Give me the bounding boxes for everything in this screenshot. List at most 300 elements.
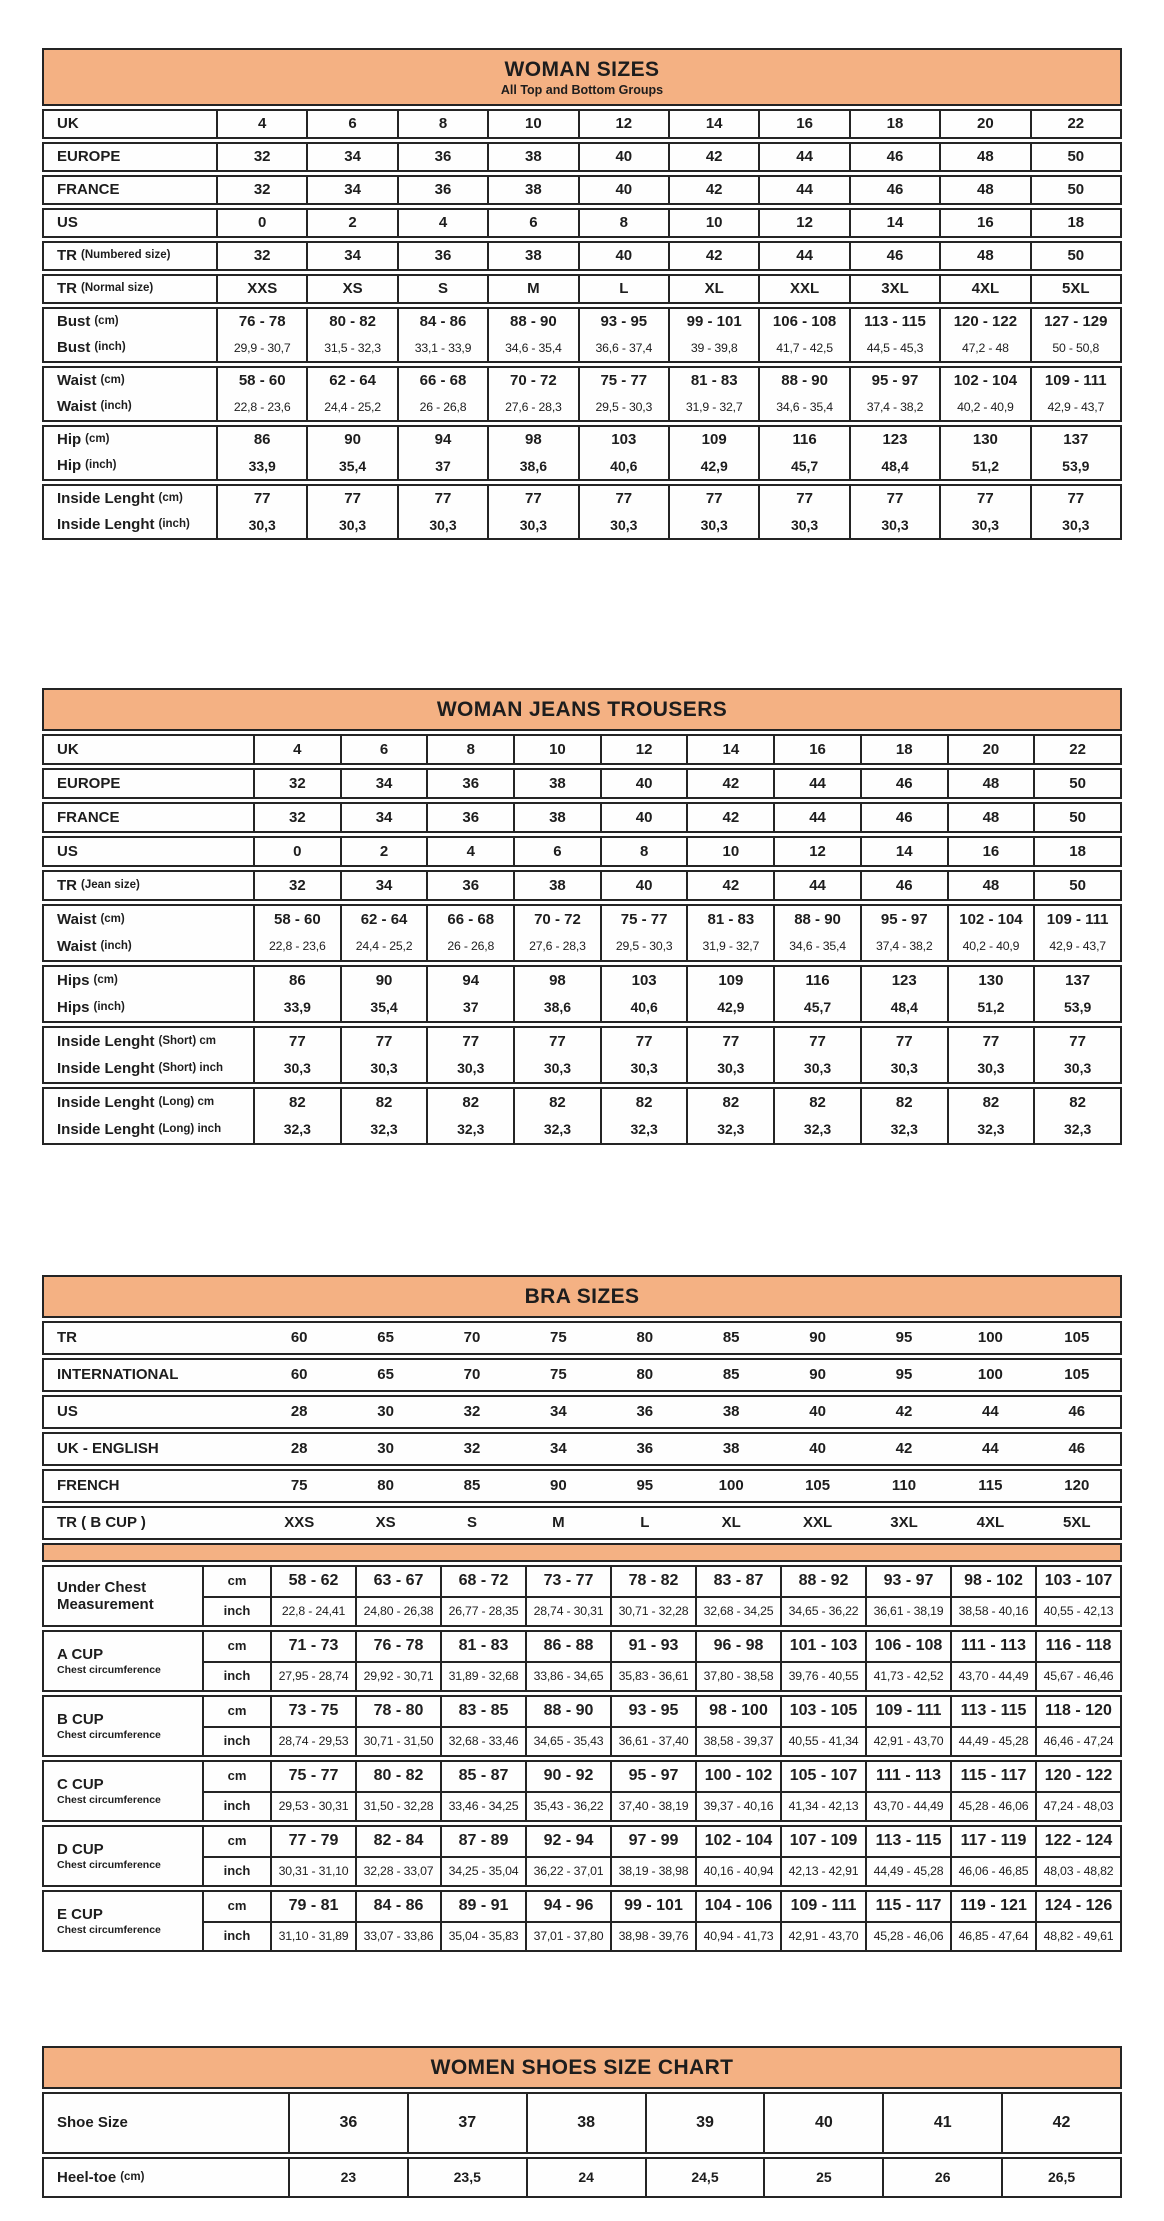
table-cell: 32 [253, 804, 340, 831]
table-cell: 39,37 - 40,16 [695, 1791, 780, 1820]
table-cell: 48,4 [849, 453, 939, 479]
table-cell: 93 - 95 [610, 1697, 695, 1726]
table-cell: 22 [1030, 111, 1120, 137]
table-cell: 37,4 - 38,2 [849, 394, 939, 420]
table-cell: 87 - 89 [440, 1827, 525, 1856]
table-cell: 36 [397, 177, 487, 203]
table-row [42, 175, 1122, 205]
table-cell: 76 - 78 [216, 309, 306, 335]
table-body [42, 109, 1122, 540]
row-label-text: TR [57, 876, 77, 894]
table-cell: 63 - 67 [355, 1567, 440, 1596]
table-cell: 0 [216, 210, 306, 236]
bra-sizes-table [42, 1275, 1122, 1952]
table-cell: 60 [290, 1329, 308, 1347]
row-label-small: (cm) [120, 2170, 145, 2183]
table-cell: 109 - 111 [1030, 368, 1120, 394]
table-cell: 10 [686, 838, 773, 865]
table-cell: 30,3 [487, 512, 577, 538]
table-cell: 23,5 [407, 2159, 526, 2196]
table-cell: 38,6 [513, 994, 600, 1021]
table-row [42, 734, 1122, 765]
table-cell: 102 - 104 [939, 368, 1029, 394]
table-cell: 82 [513, 1089, 600, 1116]
table-cell: 38 [526, 2094, 645, 2152]
table-cell: 5XL [1063, 1514, 1091, 1532]
table-cell: 35,43 - 36,22 [525, 1791, 610, 1820]
table-cell: 39 - 39,8 [668, 335, 758, 361]
table-cell: 77 [849, 486, 939, 512]
table-cell: 25 [763, 2159, 882, 2196]
row-label [44, 1827, 202, 1885]
table-cell: 33,07 - 33,86 [355, 1921, 440, 1950]
table-cell: 44,5 - 45,3 [849, 335, 939, 361]
table-cell: 30,3 [306, 512, 396, 538]
table-cell: 30,3 [860, 1055, 947, 1082]
table-cell: 50 [1030, 243, 1120, 269]
table-row [42, 2092, 1122, 2154]
table-cell: 34,25 - 35,04 [440, 1856, 525, 1885]
table-cell: 40 [809, 1440, 826, 1458]
table-row [42, 208, 1122, 238]
row-label [44, 1089, 253, 1116]
unit-label: inch [202, 1726, 270, 1755]
table-cell: 30,3 [600, 1055, 687, 1082]
table-cell: 120 - 122 [939, 309, 1029, 335]
table-cell: 80 [636, 1366, 654, 1384]
table-cell: 123 [849, 427, 939, 453]
row-label-small: (cm) [100, 912, 125, 925]
row-label-text: Waist [57, 398, 97, 416]
table-cell: 40 [600, 804, 687, 831]
table-cell: 45,28 - 46,06 [865, 1921, 950, 1950]
row-label-text: Inside Lenght [57, 490, 155, 508]
table-cell: 16 [758, 111, 848, 137]
row-label-text: Waist [57, 910, 97, 928]
table-cell: 32,3 [426, 1116, 513, 1143]
unit-label: cm [202, 1567, 270, 1596]
table-row [42, 1321, 1122, 1355]
unit-label: inch [202, 1856, 270, 1885]
table-cell: 34 [306, 144, 396, 170]
row-label [44, 1434, 256, 1464]
table-cell: 3XL [849, 276, 939, 302]
row-label-text: Hips [57, 971, 90, 989]
table-cell: 115 [978, 1477, 1003, 1495]
table-cell: 84 - 86 [355, 1892, 440, 1921]
table-cell: 103 [578, 427, 668, 453]
table-cell: M [487, 276, 577, 302]
row-label [44, 368, 216, 394]
table-cell: 97 - 99 [610, 1827, 695, 1856]
row-label [44, 1892, 202, 1950]
table-cell: 42,9 - 43,7 [1030, 394, 1120, 420]
table-cell: 98 [487, 427, 577, 453]
table-cell: 100 [977, 1366, 1003, 1384]
table-cell: 82 [686, 1089, 773, 1116]
table-cell: 120 [1064, 1477, 1090, 1495]
table-cell: 82 [947, 1089, 1034, 1116]
separator-band [42, 1543, 1122, 1562]
table-cell: 98 - 102 [950, 1567, 1035, 1596]
table-cell: 90 [340, 967, 427, 994]
table-cell: 82 [253, 1089, 340, 1116]
table-row [42, 2157, 1122, 2198]
table-cell: 100 [718, 1477, 744, 1495]
table-cell: 8 [397, 111, 487, 137]
table-cell: 120 - 122 [1035, 1762, 1120, 1791]
table-cell: 77 [578, 486, 668, 512]
table-cell: 40 [578, 177, 668, 203]
table-cell: 102 - 104 [947, 906, 1034, 933]
table-cell: 130 [947, 967, 1034, 994]
table-cell: 41 [882, 2094, 1001, 2152]
table-cell: 8 [600, 838, 687, 865]
table-cell: 82 [773, 1089, 860, 1116]
table-cell: 18 [1030, 210, 1120, 236]
table-cell: 37 [407, 2094, 526, 2152]
table-cell: 81 - 83 [668, 368, 758, 394]
row-label [44, 967, 253, 994]
table-cell: 48 [939, 144, 1029, 170]
group-sublabel: Chest circumference [57, 1794, 161, 1807]
table-cell: 34 [340, 872, 427, 899]
table-cell: 37,80 - 38,58 [695, 1661, 780, 1690]
table-cell: 75 [550, 1329, 567, 1347]
table-cell: 34,65 - 35,43 [525, 1726, 610, 1755]
table-cell: 77 [773, 1028, 860, 1055]
table-cell: 85 [463, 1477, 481, 1495]
table-header [42, 48, 1122, 106]
table-cell: 3XL [890, 1514, 918, 1532]
table-cell: 36 [288, 2094, 407, 2152]
row-label [44, 2159, 288, 2196]
row-label-small: (cm) [94, 315, 119, 328]
table-cell: 77 [253, 1028, 340, 1055]
table-cell: 12 [578, 111, 668, 137]
row-label-small: (Numbered size) [81, 249, 171, 262]
row-label-text: Inside Lenght [57, 516, 155, 534]
table-cell: 65 [377, 1329, 394, 1347]
row-label [44, 111, 216, 137]
table-cell: 38 [487, 144, 577, 170]
table-cell: 18 [849, 111, 939, 137]
table-row [42, 870, 1122, 901]
table-cell: 94 [397, 427, 487, 453]
group-sublabel: Chest circumference [57, 1859, 161, 1872]
table-cell: 18 [1033, 838, 1120, 865]
row-label-small: (Long) cm [158, 1095, 215, 1108]
table-row [42, 425, 1122, 481]
table-cell: 40,2 - 40,9 [939, 394, 1029, 420]
table-cell: 30,31 - 31,10 [270, 1856, 355, 1885]
table-cell: 32,68 - 34,25 [695, 1596, 780, 1625]
table-row [42, 1506, 1122, 1540]
table-cell: 12 [758, 210, 848, 236]
table-cell: L [640, 1514, 650, 1532]
table-cell: 88 - 92 [780, 1567, 865, 1596]
table-cell: 32 [253, 770, 340, 797]
table-cell: 0 [253, 838, 340, 865]
table-cell: 32 [253, 872, 340, 899]
table-cell: 38,19 - 38,98 [610, 1856, 695, 1885]
table-cell: 30,71 - 32,28 [610, 1596, 695, 1625]
table-cell: 24,4 - 25,2 [306, 394, 396, 420]
table-cell: 92 - 94 [525, 1827, 610, 1856]
table-cell: 130 [939, 427, 1029, 453]
table-cell: 35,4 [340, 994, 427, 1021]
row-label [44, 453, 216, 479]
row-label [44, 486, 216, 512]
table-cell: 96 - 98 [695, 1632, 780, 1661]
table-cell: 40,16 - 40,94 [695, 1856, 780, 1885]
table-cell: 24,4 - 25,2 [340, 933, 427, 960]
table-cell: 43,70 - 44,49 [865, 1791, 950, 1820]
table-cell: 31,89 - 32,68 [440, 1661, 525, 1690]
table-cell: 10 [513, 736, 600, 763]
row-label [44, 144, 216, 170]
table-cell: 5XL [1030, 276, 1120, 302]
table-cell: 22,8 - 23,6 [253, 933, 340, 960]
table-cell: 32,3 [947, 1116, 1034, 1143]
table-cell: 10 [487, 111, 577, 137]
table-cell: 119 - 121 [950, 1892, 1035, 1921]
table-cell: 44 [758, 144, 848, 170]
table-cell: XXL [803, 1514, 833, 1532]
table-cell: 14 [849, 210, 939, 236]
table-row [42, 1890, 1122, 1952]
table-cell: 42,9 [668, 453, 758, 479]
table-cell: 53,9 [1033, 994, 1120, 1021]
table-cell: S [466, 1514, 477, 1532]
unit-label: cm [202, 1827, 270, 1856]
table-cell: XL [668, 276, 758, 302]
table-cell: 29,92 - 30,71 [355, 1661, 440, 1690]
row-label-text: Bust [57, 313, 91, 331]
unit-label: inch [202, 1661, 270, 1690]
table-cell: 26,77 - 28,35 [440, 1596, 525, 1625]
table-cell: 65 [377, 1366, 394, 1384]
table-cell: 26 - 26,8 [397, 394, 487, 420]
table-cell: 44 [758, 177, 848, 203]
table-cell: 22,8 - 24,41 [270, 1596, 355, 1625]
table-cell: 30,3 [849, 512, 939, 538]
table-cell: 86 - 88 [525, 1632, 610, 1661]
table-cell: 30,3 [773, 1055, 860, 1082]
table-cell: 40 [763, 2094, 882, 2152]
table-cell: 88 - 90 [525, 1697, 610, 1726]
table-cell: 116 [773, 967, 860, 994]
table-header [42, 2046, 1122, 2089]
row-label-text: Heel-toe [57, 2168, 117, 2186]
table-cell: 30,3 [426, 1055, 513, 1082]
table-cell: 24,5 [645, 2159, 764, 2196]
table-cell: 77 [939, 486, 1029, 512]
table-cell: 36,22 - 37,01 [525, 1856, 610, 1885]
table-cell: 102 - 104 [695, 1827, 780, 1856]
table-cell: 127 - 129 [1030, 309, 1120, 335]
table-cell: 34,6 - 35,4 [758, 394, 848, 420]
table-cell: 99 - 101 [668, 309, 758, 335]
table-cell: 28,74 - 30,31 [525, 1596, 610, 1625]
group-label: E CUP [57, 1905, 103, 1923]
table-cell: 35,83 - 36,61 [610, 1661, 695, 1690]
table-row [42, 1026, 1122, 1084]
table-cell: 32 [216, 177, 306, 203]
table-cell: 42 [1001, 2094, 1120, 2152]
table-cell: 42 [668, 243, 758, 269]
table-cell: 14 [686, 736, 773, 763]
table-cell: 47,24 - 48,03 [1035, 1791, 1120, 1820]
row-label-text: Hips [57, 998, 90, 1016]
table-cell: 70 [463, 1366, 481, 1384]
table-cell: 16 [947, 838, 1034, 865]
table-cell: 83 - 87 [695, 1567, 780, 1596]
row-label-text: Waist [57, 372, 97, 390]
table-cell: 93 - 97 [865, 1567, 950, 1596]
row-label-text: US [57, 1403, 78, 1421]
table-cell: 58 - 60 [216, 368, 306, 394]
women-shoes-size-chart-table [42, 2046, 1122, 2198]
table-body [42, 734, 1122, 1145]
table-cell: 45,7 [758, 453, 848, 479]
table-cell: 116 - 118 [1035, 1632, 1120, 1661]
table-cell: 43,70 - 44,49 [950, 1661, 1035, 1690]
table-cell: 14 [860, 838, 947, 865]
table-cell: 95 [895, 1329, 913, 1347]
table-cell: 90 [809, 1329, 826, 1347]
row-label-text: Inside Lenght [57, 1120, 155, 1138]
table-cell: 77 [1030, 486, 1120, 512]
table-cell: 77 [668, 486, 758, 512]
table-cell: XXL [758, 276, 848, 302]
table-row [42, 904, 1122, 962]
table-cell: 93 - 95 [578, 309, 668, 335]
table-cell: 36 [426, 804, 513, 831]
row-label-small: (Long) inch [158, 1122, 222, 1135]
unit-label: inch [202, 1921, 270, 1950]
group-sublabel: Chest circumference [57, 1664, 161, 1677]
table-cell: 75 - 77 [578, 368, 668, 394]
table-cell: 80 - 82 [306, 309, 396, 335]
table-body [42, 1321, 1122, 1952]
table-cell: 48,03 - 48,82 [1035, 1856, 1120, 1885]
table-cell: 62 - 64 [340, 906, 427, 933]
table-cell: 40,94 - 41,73 [695, 1921, 780, 1950]
table-cell: 26 - 26,8 [426, 933, 513, 960]
table-cell: 89 - 91 [440, 1892, 525, 1921]
table-cell: 109 - 111 [865, 1697, 950, 1726]
table-cell: 36 [397, 144, 487, 170]
row-label-small: (Short) cm [158, 1034, 216, 1047]
table-cell: 28 [290, 1403, 308, 1421]
table-cell: 95 - 97 [610, 1762, 695, 1791]
table-cell: 36 [426, 770, 513, 797]
table-cell: 75 [550, 1366, 567, 1384]
table-cell: 32 [463, 1440, 481, 1458]
table-cell: 30 [377, 1403, 394, 1421]
table-cell: 12 [773, 838, 860, 865]
table-cell: 30,3 [668, 512, 758, 538]
unit-label: cm [202, 1892, 270, 1921]
table-cell: 32 [463, 1403, 481, 1421]
table-row [42, 1760, 1122, 1822]
table-cell: 39 [645, 2094, 764, 2152]
table-cell: 40 [600, 872, 687, 899]
row-label [44, 1055, 253, 1082]
table-cell: 35,4 [306, 453, 396, 479]
table-cell: 37 [426, 994, 513, 1021]
table-cell: 113 - 115 [849, 309, 939, 335]
table-cell: 95 [636, 1477, 654, 1495]
row-label [44, 1360, 256, 1390]
table-cell: 38 [513, 872, 600, 899]
row-label-text: Hip [57, 457, 82, 475]
row-label-text: TR [57, 1329, 77, 1347]
table-cell: 95 - 97 [860, 906, 947, 933]
table-cell: 90 [550, 1477, 567, 1495]
row-label [44, 335, 216, 361]
table-cell: 42 [668, 144, 758, 170]
table-row [42, 274, 1122, 304]
table-cell: 51,2 [947, 994, 1034, 1021]
table-cell: 33,9 [216, 453, 306, 479]
table-cell: L [578, 276, 668, 302]
table-cell: 32,3 [253, 1116, 340, 1143]
table-cell: 100 [977, 1329, 1003, 1347]
row-label [44, 1397, 256, 1427]
row-label [44, 512, 216, 538]
table-cell: 77 [947, 1028, 1034, 1055]
group-sublabel: Chest circumference [57, 1924, 161, 1937]
row-label-small: (cm) [100, 374, 125, 387]
table-row [42, 1358, 1122, 1392]
table-cell: S [397, 276, 487, 302]
table-cell: 100 - 102 [695, 1762, 780, 1791]
table-cell: 103 [600, 967, 687, 994]
table-cell: 122 - 124 [1035, 1827, 1120, 1856]
table-cell: 46 [860, 872, 947, 899]
table-cell: 94 [426, 967, 513, 994]
row-label-text: TR [57, 280, 77, 298]
table-cell: 115 - 117 [950, 1762, 1035, 1791]
table-row [42, 1395, 1122, 1429]
row-label-small: (inch) [158, 518, 190, 531]
table-cell: 51,2 [939, 453, 1029, 479]
row-label [44, 243, 216, 269]
row-label-text: Inside Lenght [57, 1059, 155, 1077]
row-label-text: Inside Lenght [57, 1093, 155, 1111]
table-cell: 62 - 64 [306, 368, 396, 394]
table-cell: 68 - 72 [440, 1567, 525, 1596]
table-cell: 30,3 [340, 1055, 427, 1082]
table-row [42, 1565, 1122, 1627]
table-cell: 75 - 77 [270, 1762, 355, 1791]
table-cell: 36,6 - 37,4 [578, 335, 668, 361]
row-label [44, 1508, 256, 1538]
row-label-small: (Short) inch [158, 1061, 224, 1074]
table-cell: 46 [849, 144, 939, 170]
row-label [44, 1028, 253, 1055]
table-cell: 31,50 - 32,28 [355, 1791, 440, 1820]
row-label-text: TR [57, 247, 77, 265]
table-cell: 105 - 107 [780, 1762, 865, 1791]
woman-sizes-table [42, 48, 1122, 540]
table-cell: 37,40 - 38,19 [610, 1791, 695, 1820]
table-cell: 6 [306, 111, 396, 137]
table-cell: 77 [513, 1028, 600, 1055]
row-label-text: FRANCE [57, 808, 120, 826]
